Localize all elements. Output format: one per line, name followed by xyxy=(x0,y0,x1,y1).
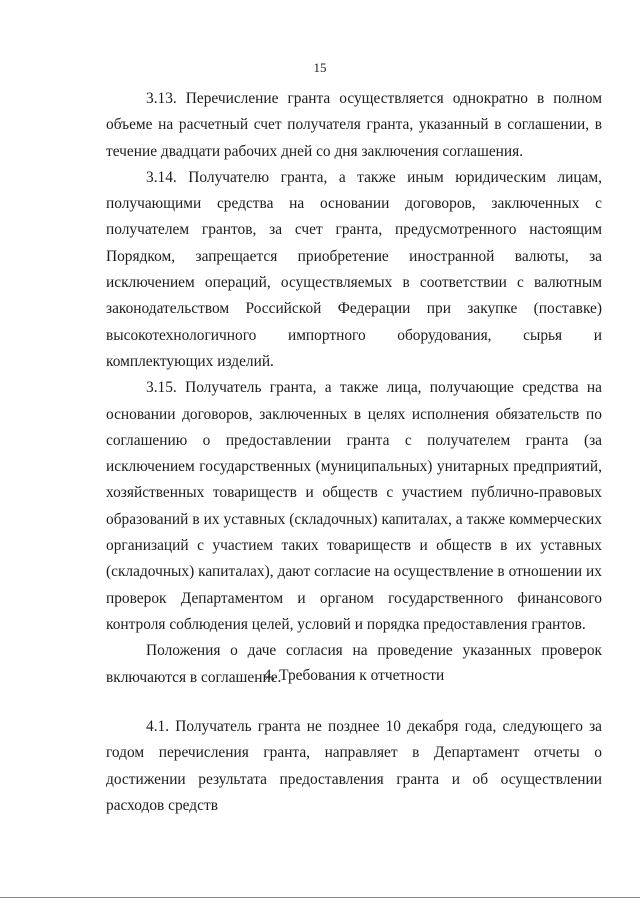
page-bottom-edge xyxy=(0,897,640,898)
paragraph-3-14: 3.14. Получателю гранта, а также иным юридическим лицам, получающими средства на основании договоров, заключенных с получателем грантов, за счет гранта, предусмотренного настоящим Порядком, запрещается приобретение иностранной валюты, за исключением операций, осуществляемых в соответствии с валютным законодательством Российской Федерации при закупке (поставке) высокотехнологичного импортного оборудования, сырья и комплектующих изделий. xyxy=(106,168,602,370)
paragraph-4-1: 4.1. Получатель гранта не позднее 10 декабря года, следующего за годом перечисления гранта, направляет в Департамент отчеты о достижении результата предоставления гранта и об осуществлении расходов средств xyxy=(106,718,602,814)
document-body-upper xyxy=(106,86,602,691)
document-body-lower xyxy=(106,714,602,819)
paragraph-3-13: 3.13. Перечисление гранта осуществляется однократно в полном объеме на расчетный счет получателя гранта, указанный в соглашении, в течение двадцати рабочих дней со дня заключения соглашения. xyxy=(106,90,602,160)
paragraph-consent-provisions: Положения о даче согласия на проведение указанных проверок включаются в соглашение. xyxy=(106,642,602,686)
page-number: 15 xyxy=(313,60,327,75)
section-heading: 4. Требования к отчетности xyxy=(263,667,445,684)
paragraph-3-15: 3.15. Получатель гранта, а также лица, получающие средства на основании договоров, заключенных в целях исполнения обязательств по соглашению о предоставлении гранта с получателем гранта (за исключением государственных (муниципальных) унитарных предприятий, хозяйственных товариществ и обществ с участием публично-правовых образований в их уставных (складочных) капиталах, а также коммерческих организаций с участием таких товариществ и обществ в их уставных (складочных) капиталах), дают согласие на осуществление в отношении их проверок Департаментом и органом государственного финансового контроля соблюдения целей, условий и порядка предоставления грантов. xyxy=(106,379,602,633)
